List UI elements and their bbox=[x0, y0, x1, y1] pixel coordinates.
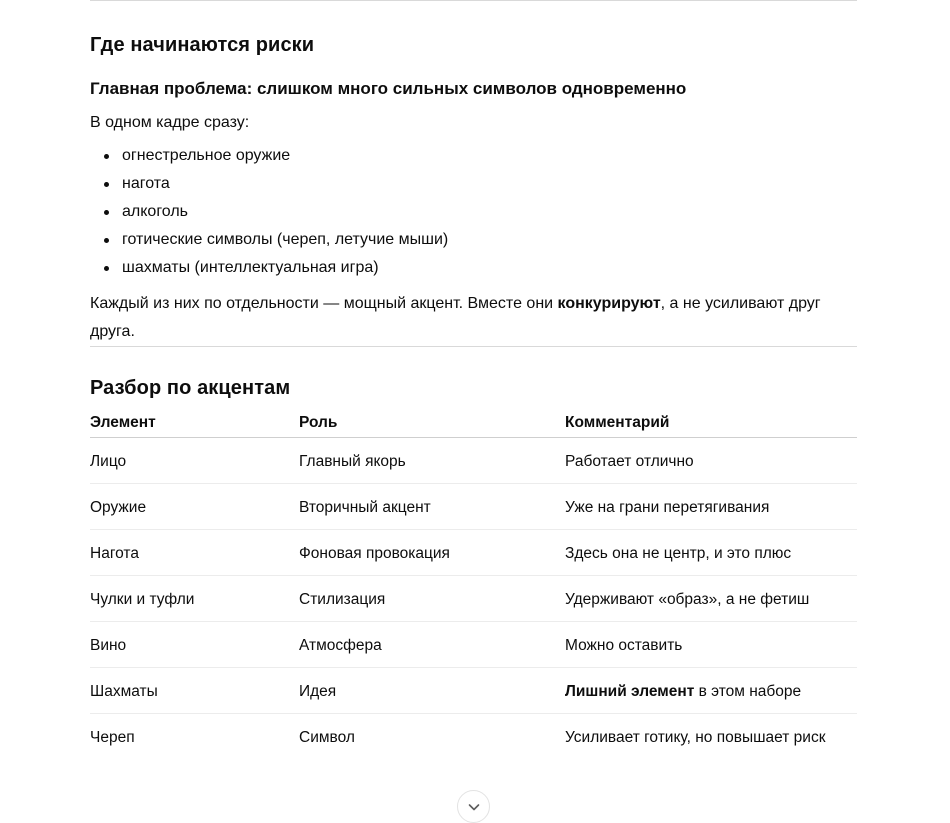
text-run: Каждый из них по отдельности — мощный акцент. Вместе они bbox=[90, 295, 558, 312]
text-run: Уже на грани перетягивания bbox=[565, 499, 770, 516]
accents-section-title: Разбор по акцентам bbox=[90, 377, 291, 399]
bullet-item bbox=[90, 142, 857, 170]
cell-element: Лицо bbox=[90, 438, 299, 484]
risk-bullet-list bbox=[90, 142, 857, 282]
text-run: Можно оставить bbox=[565, 637, 683, 654]
cell-element: Шахматы bbox=[90, 668, 299, 714]
bullet-text: готические символы (череп, летучие мыши) bbox=[122, 231, 449, 248]
column-header-role: Роль bbox=[299, 405, 565, 438]
column-header-element: Элемент bbox=[90, 405, 299, 438]
bullet-text: шахматы (интеллектуальная игра) bbox=[122, 259, 379, 276]
table-header-row bbox=[90, 405, 857, 438]
bold-text: конкурируют bbox=[557, 295, 661, 312]
cell-element: Нагота bbox=[90, 530, 299, 576]
table-row bbox=[90, 668, 857, 714]
cell-element: Чулки и туфли bbox=[90, 576, 299, 622]
cell-comment bbox=[565, 714, 857, 760]
table-row bbox=[90, 714, 857, 760]
column-header-comment: Комментарий bbox=[565, 405, 857, 438]
cell-element: Вино bbox=[90, 622, 299, 668]
risks-section-title: Где начинаются риски bbox=[90, 34, 315, 56]
cell-role: Стилизация bbox=[299, 576, 565, 622]
table-row bbox=[90, 576, 857, 622]
table-row bbox=[90, 530, 857, 576]
bullet-dot bbox=[104, 238, 109, 243]
cell-role: Вторичный акцент bbox=[299, 484, 565, 530]
intro-text: В одном кадре сразу: bbox=[90, 114, 250, 131]
message-content bbox=[90, 0, 857, 759]
text-run: Работает отлично bbox=[565, 453, 694, 470]
top-divider bbox=[90, 0, 857, 1]
bullet-dot bbox=[104, 154, 109, 159]
bullet-text: алкоголь bbox=[122, 203, 189, 220]
bold-text: Лишний элемент bbox=[565, 683, 695, 700]
text-run: Здесь она не центр, и это плюс bbox=[565, 545, 792, 562]
cell-role: Атмосфера bbox=[299, 622, 565, 668]
bullet-item bbox=[90, 198, 857, 226]
scroll-to-bottom-button[interactable] bbox=[457, 790, 490, 823]
cell-role: Главный якорь bbox=[299, 438, 565, 484]
cell-comment bbox=[565, 438, 857, 484]
cell-element: Оружие bbox=[90, 484, 299, 530]
cell-role: Символ bbox=[299, 729, 355, 746]
bullet-item bbox=[90, 254, 857, 282]
text-run: , а не усиливают друг друга. bbox=[90, 295, 821, 340]
cell-comment bbox=[565, 668, 857, 714]
table-body bbox=[90, 438, 857, 760]
section-divider bbox=[90, 346, 857, 347]
bullet-text: нагота bbox=[122, 175, 170, 192]
cell-element: Череп bbox=[90, 729, 135, 746]
text-run: Удерживают «образ», а не фетиш bbox=[565, 591, 810, 608]
bullet-dot bbox=[104, 182, 109, 187]
cell-comment bbox=[565, 576, 857, 622]
bullet-dot bbox=[104, 266, 109, 271]
cell-role: Фоновая провокация bbox=[299, 530, 565, 576]
main-problem-subtitle: Главная проблема: слишком много сильных символов одновременно bbox=[90, 79, 687, 98]
text-run: Усиливает готику, но повышает риск bbox=[565, 729, 826, 746]
cell-comment bbox=[565, 484, 857, 530]
text-run: в этом наборе bbox=[694, 683, 802, 700]
table-row bbox=[90, 622, 857, 668]
conclusion-paragraph bbox=[90, 290, 857, 346]
cell-comment bbox=[565, 622, 857, 668]
cell-comment bbox=[565, 530, 857, 576]
bullet-item bbox=[90, 226, 857, 254]
table-row bbox=[90, 484, 857, 530]
cell-role: Идея bbox=[299, 668, 565, 714]
accents-table bbox=[90, 405, 857, 759]
table-row bbox=[90, 438, 857, 484]
bullet-item bbox=[90, 170, 857, 198]
bullet-text: огнестрельное оружие bbox=[122, 147, 291, 164]
bullet-dot bbox=[104, 210, 109, 215]
